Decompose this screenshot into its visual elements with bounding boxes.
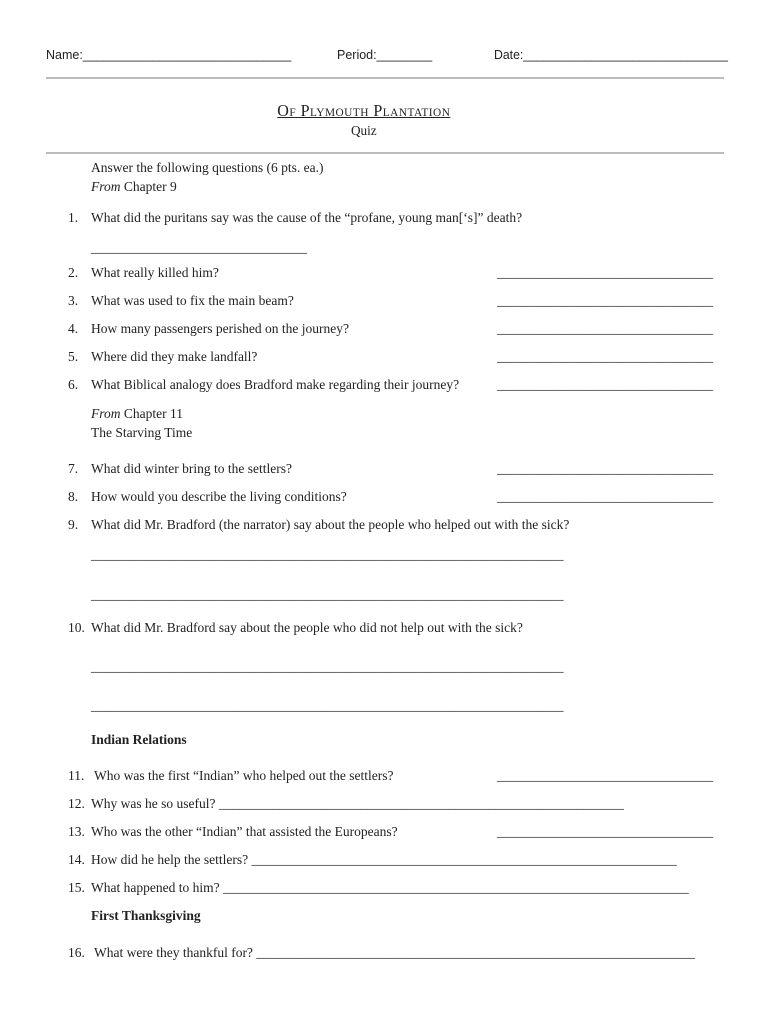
section-label: Chapter 11 <box>123 406 183 421</box>
section-label: Chapter 9 <box>123 179 177 194</box>
question-text: How did he help the settlers? _______________________________________________________________ <box>91 852 677 867</box>
instructions: Answer the following questions (6 pts. ea.) <box>91 160 324 175</box>
section-chapter-9 <box>91 179 177 195</box>
question-text: Who was the first “Indian” who helped out the settlers? <box>94 768 394 783</box>
question-number: 16. <box>68 945 85 960</box>
section-from: From <box>91 179 121 194</box>
question-text: What really killed him? <box>91 265 219 280</box>
question-number: 11. <box>68 768 85 783</box>
answer-line[interactable]: ________________________________ <box>497 824 713 839</box>
question-number: 3. <box>68 293 79 308</box>
question-number: 1. <box>68 210 79 225</box>
question-text: Why was he so useful? ____________________________________________________________ <box>91 796 624 811</box>
question-text: Where did they make landfall? <box>91 349 258 364</box>
question-number: 12. <box>68 796 85 811</box>
question-text: What did the puritans say was the cause of the “profane, young man[‘s]” death? <box>91 210 523 225</box>
answer-line[interactable]: ________________________________ <box>497 461 713 476</box>
question-text: What were they thankful for? _________________________________________________________________ <box>94 945 696 960</box>
answer-line[interactable]: ______________________________________________________________________ <box>91 547 564 562</box>
section-chapter-11 <box>91 406 183 422</box>
question-number: 10. <box>68 620 85 635</box>
question-number: 8. <box>68 489 79 504</box>
date-field[interactable]: Date:______________________________ <box>494 48 728 62</box>
answer-line[interactable]: ________________________________ <box>497 768 713 783</box>
answer-line[interactable]: ________________________________ <box>497 349 713 364</box>
period-field[interactable]: Period:________ <box>337 48 433 62</box>
question-text: What was used to fix the main beam? <box>91 293 294 308</box>
question-text: Who was the other “Indian” that assisted the Europeans? <box>91 824 398 839</box>
question-text: What happened to him? _____________________________________________________________________ <box>91 880 689 895</box>
page-title: Of Plymouth Plantation <box>277 101 451 120</box>
question-number: 7. <box>68 461 79 476</box>
header-divider <box>46 77 724 79</box>
name-field[interactable]: Name:______________________________ <box>46 48 292 62</box>
section-indian-relations: Indian Relations <box>91 732 187 747</box>
question-number: 15. <box>68 880 85 895</box>
answer-line[interactable]: ________________________________ <box>91 240 307 255</box>
section-first-thanksgiving: First Thanksgiving <box>91 908 201 923</box>
answer-line[interactable]: ________________________________ <box>497 321 713 336</box>
question-number: 9. <box>68 517 79 532</box>
question-text: How many passengers perished on the journey? <box>91 321 349 336</box>
question-number: 2. <box>68 265 79 280</box>
question-number: 14. <box>68 852 85 867</box>
answer-line[interactable]: ______________________________________________________________________ <box>91 698 564 713</box>
answer-line[interactable]: ________________________________ <box>497 293 713 308</box>
question-text: What did winter bring to the settlers? <box>91 461 292 476</box>
question-text: What did Mr. Bradford say about the people who did not help out with the sick? <box>91 620 523 635</box>
question-text: How would you describe the living conditions? <box>91 489 347 504</box>
question-number: 6. <box>68 377 79 392</box>
title-divider <box>46 152 724 154</box>
answer-line[interactable]: ________________________________ <box>497 489 713 504</box>
question-text: What Biblical analogy does Bradford make regarding their journey? <box>91 377 460 392</box>
page-subtitle: Quiz <box>350 124 377 139</box>
section-starving-time: The Starving Time <box>91 425 193 440</box>
answer-line[interactable]: ________________________________ <box>497 265 713 280</box>
question-text: What did Mr. Bradford (the narrator) say about the people who helped out with the sick? <box>91 517 570 532</box>
question-number: 13. <box>68 824 85 839</box>
question-number: 4. <box>68 321 79 336</box>
answer-line[interactable]: ______________________________________________________________________ <box>91 659 564 674</box>
answer-line[interactable]: ________________________________ <box>497 377 713 392</box>
section-from: From <box>91 406 121 421</box>
question-number: 5. <box>68 349 79 364</box>
answer-line[interactable]: ______________________________________________________________________ <box>91 587 564 602</box>
